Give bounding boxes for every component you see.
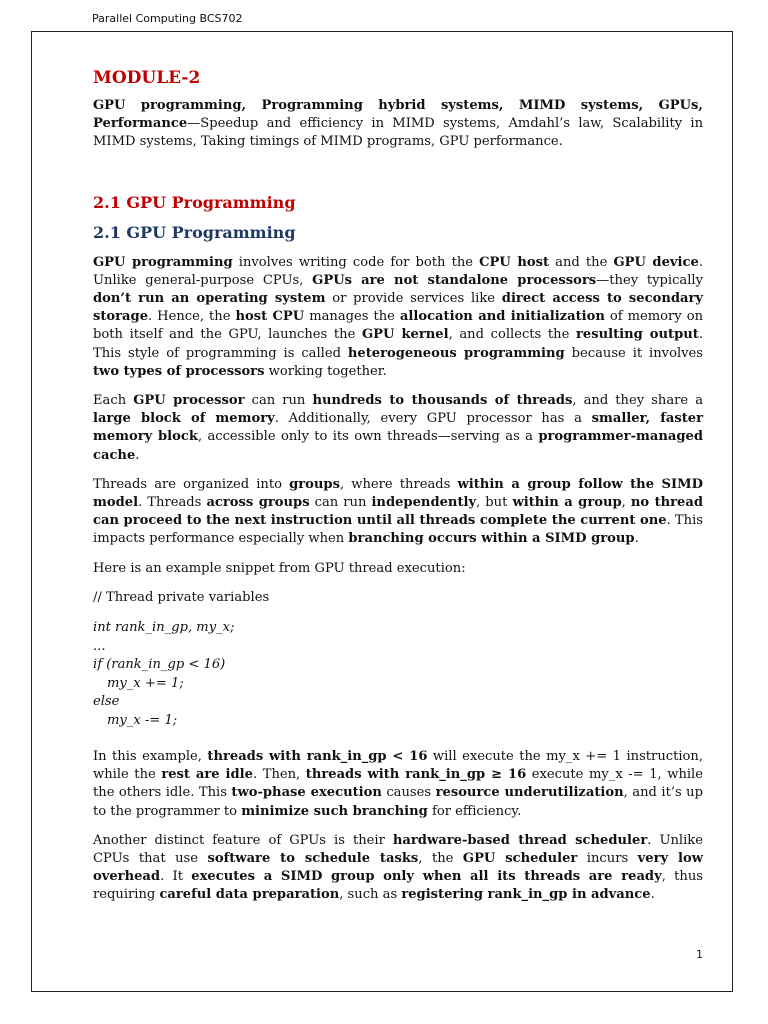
bold-text: allocation and initialization <box>399 309 605 325</box>
bold-text: resource underutilization <box>435 785 624 801</box>
bold-text: GPUs are not standalone processors <box>312 272 597 288</box>
code-line: my_x -= 1; <box>107 712 178 728</box>
module-intro <box>93 97 703 152</box>
text: will execute the my_x += 1 instruction, while the <box>93 749 704 783</box>
bold-text: large block of memory <box>93 411 275 427</box>
text: , but <box>476 495 513 511</box>
text: . Unlike general-purpose CPUs, <box>93 254 703 288</box>
bold-text: hardware-based thread scheduler <box>392 832 648 848</box>
text: can run <box>309 495 372 511</box>
text: , where threads <box>339 476 458 492</box>
text: incurs <box>577 851 638 867</box>
text: can run <box>244 393 313 409</box>
bold-text: threads with rank_in_gp ≥ 16 <box>305 767 527 783</box>
text: . Unlike CPUs that use <box>93 832 703 867</box>
bold-text: two-phase execution <box>231 785 382 801</box>
section-heading-red: 2.1 GPU Programming <box>93 192 296 212</box>
bold-text: careful data preparation <box>159 887 340 903</box>
bold-text: registering rank_in_gp in advance <box>401 887 651 903</box>
text: or provide services like <box>325 291 502 307</box>
bold-text: don’t run an operating system <box>93 291 326 307</box>
bold-text: minimize such branching <box>241 803 428 819</box>
text: Each <box>93 393 134 409</box>
code-snippet <box>93 619 703 730</box>
text: and the <box>549 254 614 270</box>
bold-text: within a group follow the SIMD model <box>93 476 703 511</box>
intro-topics: GPU programming, Programming hybrid systems, MIMD systems, GPUs, Performance <box>93 98 703 132</box>
bold-text: threads with rank_in_gp < 16 <box>207 749 428 765</box>
bold-text: groups <box>289 476 340 492</box>
text: because it involves <box>564 345 704 361</box>
text: . Additionally, every GPU processor has a <box>274 411 592 427</box>
section-heading-blue: 2.1 GPU Programming <box>93 222 296 242</box>
bold-text: GPU scheduler <box>462 851 578 867</box>
paragraph-gpu-processor-memory <box>93 392 703 465</box>
code-line: ... <box>93 638 106 654</box>
page-number: 1 <box>696 948 703 961</box>
code-line: int rank_in_gp, my_x; <box>93 620 235 636</box>
bold-text: heterogeneous programming <box>347 345 565 361</box>
paragraph-thread-groups <box>93 476 703 549</box>
text: —they typically <box>596 272 704 288</box>
bold-text: host CPU <box>235 309 305 325</box>
text: . This impacts performance especially when <box>93 513 703 547</box>
bold-text: resulting output <box>575 327 699 343</box>
paragraph-thread-scheduler <box>93 832 703 905</box>
bold-text: branching occurs within a SIMD group <box>348 531 635 547</box>
text: execute my_x -= 1, while the others idle. This <box>93 767 703 801</box>
text: Another distinct feature of GPUs is their <box>93 832 393 848</box>
bold-text: executes a SIMD group only when all its threads are ready <box>191 869 662 885</box>
module-title: MODULE-2 <box>93 68 201 88</box>
bold-text: GPU processor <box>133 393 245 409</box>
text: . <box>135 447 140 463</box>
bold-text: independently <box>371 495 477 511</box>
text: for efficiency. <box>427 803 522 819</box>
running-header: Parallel Computing BCS702 <box>92 12 243 25</box>
bold-text: smaller, faster memory block <box>93 411 703 445</box>
text: of memory on both itself and the GPU, launches the <box>93 309 704 343</box>
code-comment: // Thread private variables <box>93 589 270 605</box>
bold-text: software to schedule tasks <box>207 851 419 867</box>
bold-text: within a group <box>512 495 622 511</box>
text: , and collects the <box>448 327 576 343</box>
document-body <box>93 67 703 916</box>
text: . It <box>160 869 192 885</box>
paragraph-heterogeneous-programming <box>93 254 703 381</box>
bold-text: hundreds to thousands of threads <box>312 393 573 409</box>
text: , such as <box>339 887 402 903</box>
text: . This style of programming is called <box>93 327 703 361</box>
text: Threads are organized into <box>93 476 290 492</box>
text: , and they share a <box>572 393 704 409</box>
paragraph-branching-example <box>93 748 703 821</box>
text: , accessible only to its own threads—serving as a <box>197 429 539 445</box>
bold-text: very low overhead <box>93 851 703 885</box>
text: , and it’s up to the programmer to <box>93 785 703 819</box>
text: . <box>650 887 655 903</box>
bold-text: GPU device <box>613 254 699 270</box>
bold-text: GPU programming <box>93 254 233 270</box>
bold-text: no thread can proceed to the next instruction until all threads complete the current one <box>93 495 704 529</box>
text: , <box>621 495 631 511</box>
text: , thus requiring <box>93 869 704 903</box>
bold-text: CPU host <box>479 254 550 270</box>
text: . Then, <box>253 767 306 783</box>
text: causes <box>381 785 436 801</box>
text: manages the <box>304 309 400 325</box>
bold-text: across groups <box>206 495 310 511</box>
code-line: if (rank_in_gp < 16) <box>93 657 226 673</box>
bold-text: direct access to secondary storage <box>93 291 703 325</box>
text: . Threads <box>138 495 207 511</box>
intro-topics-rest: —Speedup and efficiency in MIMD systems, Amdahl’s law, Scalability in MIMD systems, Taking timings of MIMD programs, GPU performance. <box>93 116 703 150</box>
text: . <box>634 531 639 547</box>
text: In this example, <box>93 749 208 765</box>
bold-text: programmer-managed cache <box>93 429 703 463</box>
bold-text: two types of processors <box>93 363 265 379</box>
text: working together. <box>264 363 387 379</box>
code-line: my_x += 1; <box>107 675 184 691</box>
paragraph-example-intro: Here is an example snippet from GPU thread execution: <box>93 560 466 576</box>
code-line: else <box>93 694 120 710</box>
text: , the <box>418 851 463 867</box>
text: . Hence, the <box>148 309 236 325</box>
bold-text: rest are idle <box>161 767 253 783</box>
bold-text: GPU kernel <box>361 327 449 343</box>
text: involves writing code for both the <box>232 254 480 270</box>
